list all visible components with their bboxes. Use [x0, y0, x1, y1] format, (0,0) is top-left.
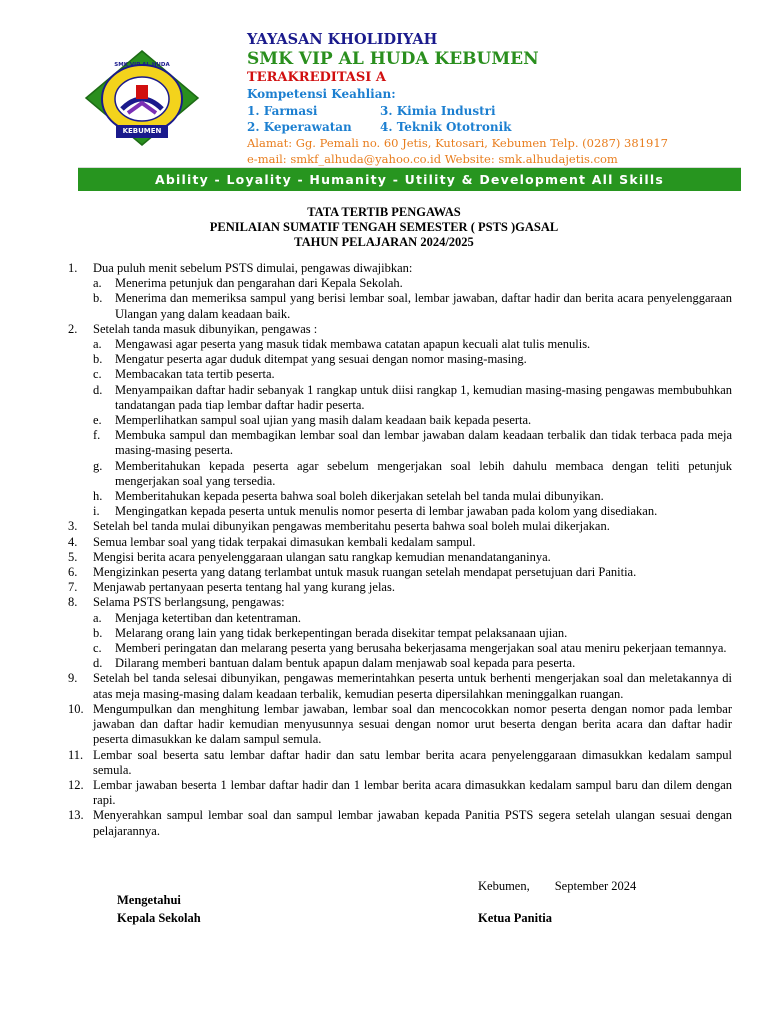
subitem-text: Memberi peringatan dan melarang peserta yang berusaha bekerjasama mengerjakan soal atau meniru pekerjaan temannya.: [115, 641, 727, 656]
subitem-text: Mengawasi agar peserta yang masuk tidak membawa catatan apapun kecuali alat tulis menulis.: [115, 337, 591, 352]
rule-text: Selama PSTS berlangsung, pengawas:: [93, 595, 285, 610]
subitem-text: Mengingatkan kepada peserta untuk menulis nomor peserta di lembar jawaban pada kolom yang disediakan.: [115, 504, 658, 519]
subitem-letter: i.: [93, 504, 100, 519]
rule-subitem: [68, 626, 732, 641]
competency-item: 4. Teknik Ototronik: [380, 120, 512, 134]
title-line: PENILAIAN SUMATIF TENGAH SEMESTER ( PSTS )GASAL: [209, 220, 559, 234]
subitem-letter: b.: [93, 625, 103, 640]
subitem-text: Menyampaikan daftar hadir sebanyak 1 rangkap untuk diisi rangkap 1, kemudian masing-masing pengawas membubuhkan tandatangan pada tiap lembar daftar hadir peserta.: [115, 382, 732, 412]
subitem-text: Memberitahukan kepada peserta agar sebelum mengerjakan soal lebih dahulu membaca dengan teliti petunjuk mengerjakan soal yang tersedia.: [115, 458, 732, 488]
rule-subitem: [68, 383, 732, 413]
title-line: TAHUN PELAJARAN 2024/2025: [294, 235, 474, 249]
rule-text: Dua puluh menit sebelum PSTS dimulai, pengawas diwajibkan:: [93, 261, 413, 275]
rule-number: 7.: [68, 580, 78, 595]
competency-list: [247, 103, 747, 135]
rule-subitem: [68, 489, 732, 504]
rule-text: Lembar soal beserta satu lembar daftar hadir dan satu lembar berita acara penyelenggaraan dimasukkan kedalam sampul semula.: [93, 747, 732, 777]
rule-subitem: [68, 641, 732, 656]
motto-banner: Ability - Loyality - Humanity - Utility & Development All Skills: [78, 167, 741, 191]
school-logo: [84, 49, 200, 147]
rule-item: [68, 535, 732, 550]
accreditation: TERAKREDITASI A: [247, 70, 386, 85]
subitem-text: Memperlihatkan sampul soal ujian yang masih dalam keadaan baik kepada peserta.: [115, 413, 532, 428]
school-contact: e-mail: smkf_alhuda@yahoo.co.id Website: smk.alhudajetis.com: [247, 152, 618, 166]
school-name: SMK VIP AL HUDA KEBUMEN: [247, 49, 539, 69]
rule-subitem: [68, 367, 732, 382]
rule-number: 10.: [68, 701, 84, 716]
rule-subitem: [68, 291, 732, 321]
rule-text: Mengisi berita acara penyelenggaraan ulangan satu rangkap kemudian menandatanganinya.: [93, 549, 551, 564]
rule-subitem: [68, 656, 732, 671]
rule-text: Lembar jawaban beserta 1 lembar daftar hadir dan 1 lembar berita acara dimasukkan kedalam sampul baru dan dilem dengan rapi.: [93, 777, 732, 808]
rule-item: [68, 565, 732, 580]
subitem-letter: g.: [93, 458, 103, 473]
rule-text: Mengumpulkan dan menghitung lembar jawaban, lembar soal dan mencocokkan nomor peserta dengan nomor pada lembar jawaban dan daftar hadir kemudian menyusunnya sesuai dengan nomor urut beserta dengan berita acara dan daftar hadir peserta dimasukkan ke dalam sampul semula.: [93, 701, 732, 747]
rule-subitem: [68, 276, 732, 291]
rule-text: Setelah tanda masuk dibunyikan, pengawas :: [93, 321, 318, 336]
rule-item: [68, 702, 732, 748]
rule-text: Setelah bel tanda mulai dibunyikan pengawas memberitahu peserta bahwa soal boleh mulai dikerjakan.: [93, 519, 610, 534]
rule-subitem: [68, 504, 732, 519]
subitem-letter: c.: [93, 641, 102, 656]
letterhead: [247, 30, 747, 167]
rule-subitem: [68, 337, 732, 352]
rule-item: [68, 261, 732, 276]
principal-label: Kepala Sekolah: [117, 911, 201, 925]
rule-item: [68, 748, 732, 778]
rule-item: [68, 550, 732, 565]
place-date: Kebumen, September 2024: [478, 879, 637, 893]
rule-number: 5.: [68, 549, 78, 564]
subitem-text: Membacakan tata tertib peserta.: [115, 367, 275, 382]
subitem-letter: c.: [93, 367, 102, 382]
subitem-letter: b.: [93, 352, 103, 367]
competency-item: 2. Keperawatan: [247, 120, 352, 134]
rule-number: 4.: [68, 534, 78, 549]
title-line: TATA TERTIB PENGAWAS: [307, 205, 461, 219]
subitem-letter: a.: [93, 337, 102, 352]
subitem-letter: a.: [93, 610, 102, 625]
subitem-letter: d.: [93, 656, 103, 671]
foundation-name: YAYASAN KHOLIDIYAH: [247, 31, 438, 48]
rule-text: Setelah bel tanda selesai dibunyikan, pengawas memerintahkan peserta untuk berhenti mengerjakan soal dan meletakannya di atas meja masing-masing dalam keadaan terbalik, kemudian peserta dipersilahkan meninggalkan ruangan.: [93, 671, 732, 701]
rules-list: [68, 261, 732, 839]
rule-subitem: [68, 459, 732, 489]
rule-text: Menyerahkan sampul lembar soal dan sampul lembar jawaban kepada Panitia PSTS segera setelah ulangan sesuai dengan pelajarannya.: [93, 808, 732, 838]
subitem-text: Melarang orang lain yang tidak berkepentingan berada disekitar tempat pelaksanaan ujian.: [115, 625, 568, 640]
school-address: Alamat: Gg. Pemali no. 60 Jetis, Kutosari, Kebumen Telp. (0287) 381917: [247, 136, 668, 150]
rule-number: 9.: [68, 671, 78, 686]
subitem-text: Membuka sampul dan membagikan lembar soal dan lembar jawaban dalam keadaan terbalik dan tidak terbaca pada meja masing-masing peserta.: [115, 428, 732, 458]
subitem-letter: a.: [93, 276, 102, 291]
subitem-text: Mengatur peserta agar duduk ditempat yang sesuai dengan nomor masing-masing.: [115, 352, 527, 367]
rule-item: [68, 778, 732, 808]
rule-number: 12.: [68, 777, 84, 792]
rule-text: Menjawab pertanyaan peserta tentang hal yang kurang jelas.: [93, 580, 395, 595]
rule-number: 2.: [68, 321, 78, 336]
competency-label: Kompetensi Keahlian:: [247, 87, 396, 101]
subitem-letter: e.: [93, 413, 102, 428]
rule-text: Mengizinkan peserta yang datang terlambat untuk masuk ruangan setelah mendapat persetujuan dari Panitia.: [93, 565, 637, 580]
subitem-text: Menerima dan memeriksa sampul yang berisi lembar soal, lembar jawaban, daftar hadir dan berita acara penyelenggaraan Ulangan yang dalam keadaan baik.: [115, 291, 732, 321]
rule-item: [68, 519, 732, 534]
rule-subitem: [68, 352, 732, 367]
logo-text-bottom: KEBUMEN: [122, 127, 162, 135]
rule-number: 11.: [68, 747, 84, 762]
competency-item: 1. Farmasi: [247, 104, 318, 118]
rule-number: 3.: [68, 519, 78, 534]
competency-item: 3. Kimia Industri: [380, 104, 496, 118]
rule-number: 6.: [68, 565, 78, 580]
document-title: [0, 205, 768, 250]
rule-item: [68, 322, 732, 337]
rule-item: [68, 808, 732, 838]
subitem-text: Memberitahukan kepada peserta bahwa soal boleh dikerjakan setelah bel tanda mulai dibunyikan.: [115, 489, 604, 504]
acknowledge-label: Mengetahui: [117, 893, 181, 907]
subitem-letter: h.: [93, 489, 103, 504]
rule-item: [68, 580, 732, 595]
rule-subitem: [68, 413, 732, 428]
subitem-text: Menerima petunjuk dan pengarahan dari Kepala Sekolah.: [115, 276, 403, 291]
rule-item: [68, 671, 732, 701]
subitem-letter: f.: [93, 428, 101, 443]
logo-text-top: SMK VIP AL HUDA: [114, 62, 170, 68]
subitem-text: Dilarang memberi bantuan dalam bentuk apapun dalam menjawab soal kepada para peserta.: [115, 656, 576, 671]
rule-item: [68, 595, 732, 610]
rule-number: 1.: [68, 261, 78, 275]
rule-text: Semua lembar soal yang tidak terpakai dimasukan kembali kedalam sampul.: [93, 534, 476, 549]
rule-number: 8.: [68, 595, 78, 610]
subitem-letter: d.: [93, 382, 103, 397]
rule-subitem: [68, 428, 732, 458]
rule-number: 13.: [68, 808, 84, 823]
subitem-text: Menjaga ketertiban dan ketentraman.: [115, 610, 302, 625]
committee-chair-label: Ketua Panitia: [478, 911, 552, 925]
subitem-letter: b.: [93, 291, 103, 306]
rule-subitem: [68, 611, 732, 626]
